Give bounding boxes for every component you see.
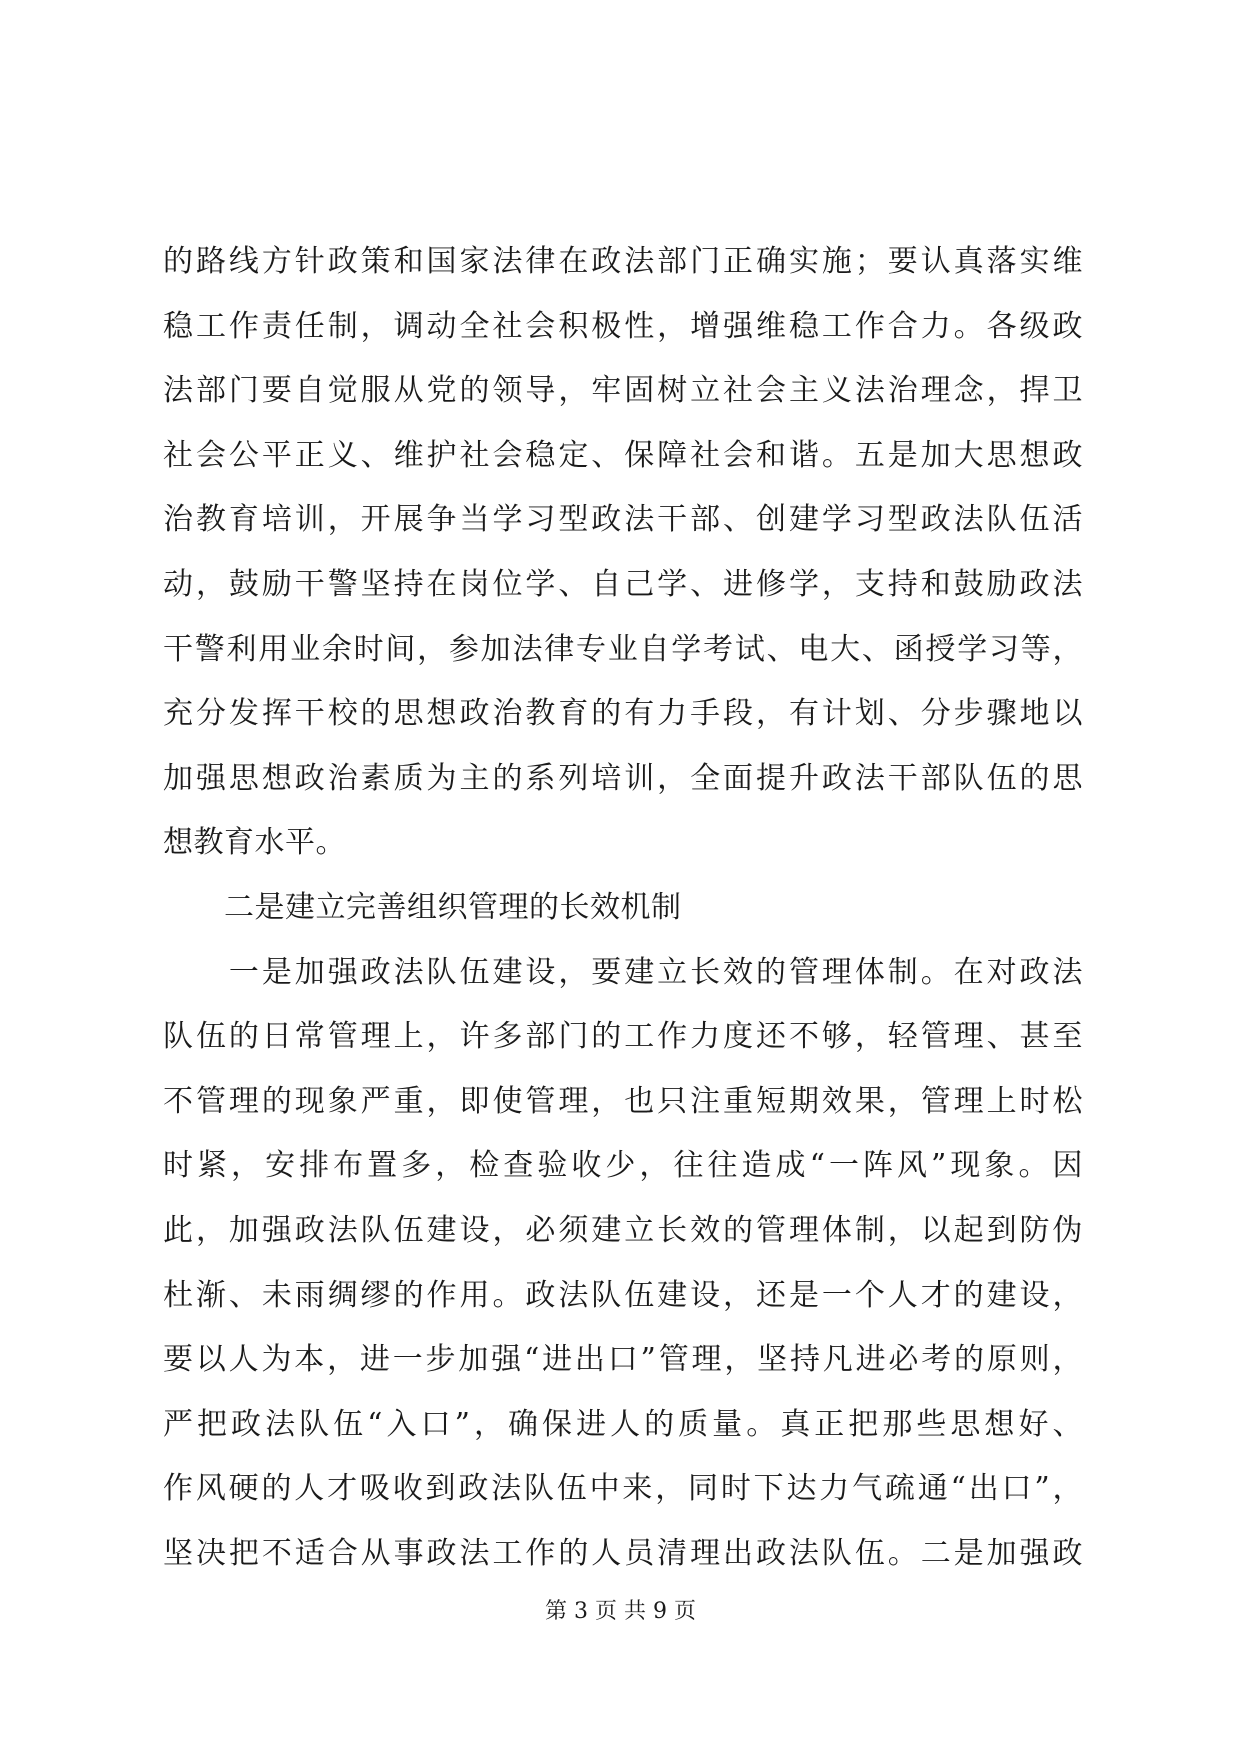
text-line: 的路线方针政策和国家法律在政法部门正确实施；要认真落实维 <box>163 244 1083 279</box>
text-line: 动，鼓励干警坚持在岗位学、自己学、进修学，支持和鼓励政法 <box>163 566 1083 602</box>
page-number-footer: 第 3 页 共 9 页 <box>545 1599 696 1624</box>
text-line: 时紧，安排布置多，检查验收少，往往造成“一阵风”现象。因 <box>163 1148 1083 1184</box>
text-line: 作风硬的人才吸收到政法队伍中来，同时下达力气疏通“出口”， <box>163 1471 1083 1507</box>
text-line: 坚决把不适合从事政法工作的人员清理出政法队伍。二是加强政 <box>163 1535 1083 1571</box>
text-line: 严把政法队伍“入口”，确保进人的质量。真正把那些思想好、 <box>163 1406 1083 1442</box>
text-line: 队伍的日常管理上，许多部门的工作力度还不够，轻管理、甚至 <box>163 1019 1083 1055</box>
text-line: 不管理的现象严重，即使管理，也只注重短期效果，管理上时松 <box>163 1083 1083 1119</box>
text-line: 充分发挥干校的思想政治教育的有力手段，有计划、分步骤地以 <box>163 696 1083 732</box>
section-heading: 二是建立完善组织管理的长效机制 <box>163 889 682 925</box>
text-line: 要以人为本，进一步加强“进出口”管理，坚持凡进必考的原则， <box>163 1342 1083 1378</box>
body-text <box>163 230 1083 1586</box>
text-line: 一是加强政法队伍建设，要建立长效的管理体制。在对政法 <box>163 954 1083 990</box>
text-line: 法部门要自觉服从党的领导，牢固树立社会主义法治理念，捍卫 <box>163 373 1083 409</box>
text-line: 想教育水平。 <box>163 825 346 861</box>
text-line: 此，加强政法队伍建设，必须建立长效的管理体制，以起到防伪 <box>163 1212 1083 1248</box>
text-line: 干警利用业余时间，参加法律专业自学考试、电大、函授学习等， <box>163 631 1083 667</box>
text-line: 社会公平正义、维护社会稳定、保障社会和谐。五是加大思想政 <box>163 437 1083 473</box>
text-line: 杜渐、未雨绸缪的作用。政法队伍建设，还是一个人才的建设， <box>163 1277 1083 1313</box>
text-line: 稳工作责任制，调动全社会积极性，增强维稳工作合力。各级政 <box>163 308 1083 344</box>
text-line: 加强思想政治素质为主的系列培训，全面提升政法干部队伍的思 <box>163 760 1083 796</box>
text-line: 治教育培训，开展争当学习型政法干部、创建学习型政法队伍活 <box>163 502 1083 538</box>
